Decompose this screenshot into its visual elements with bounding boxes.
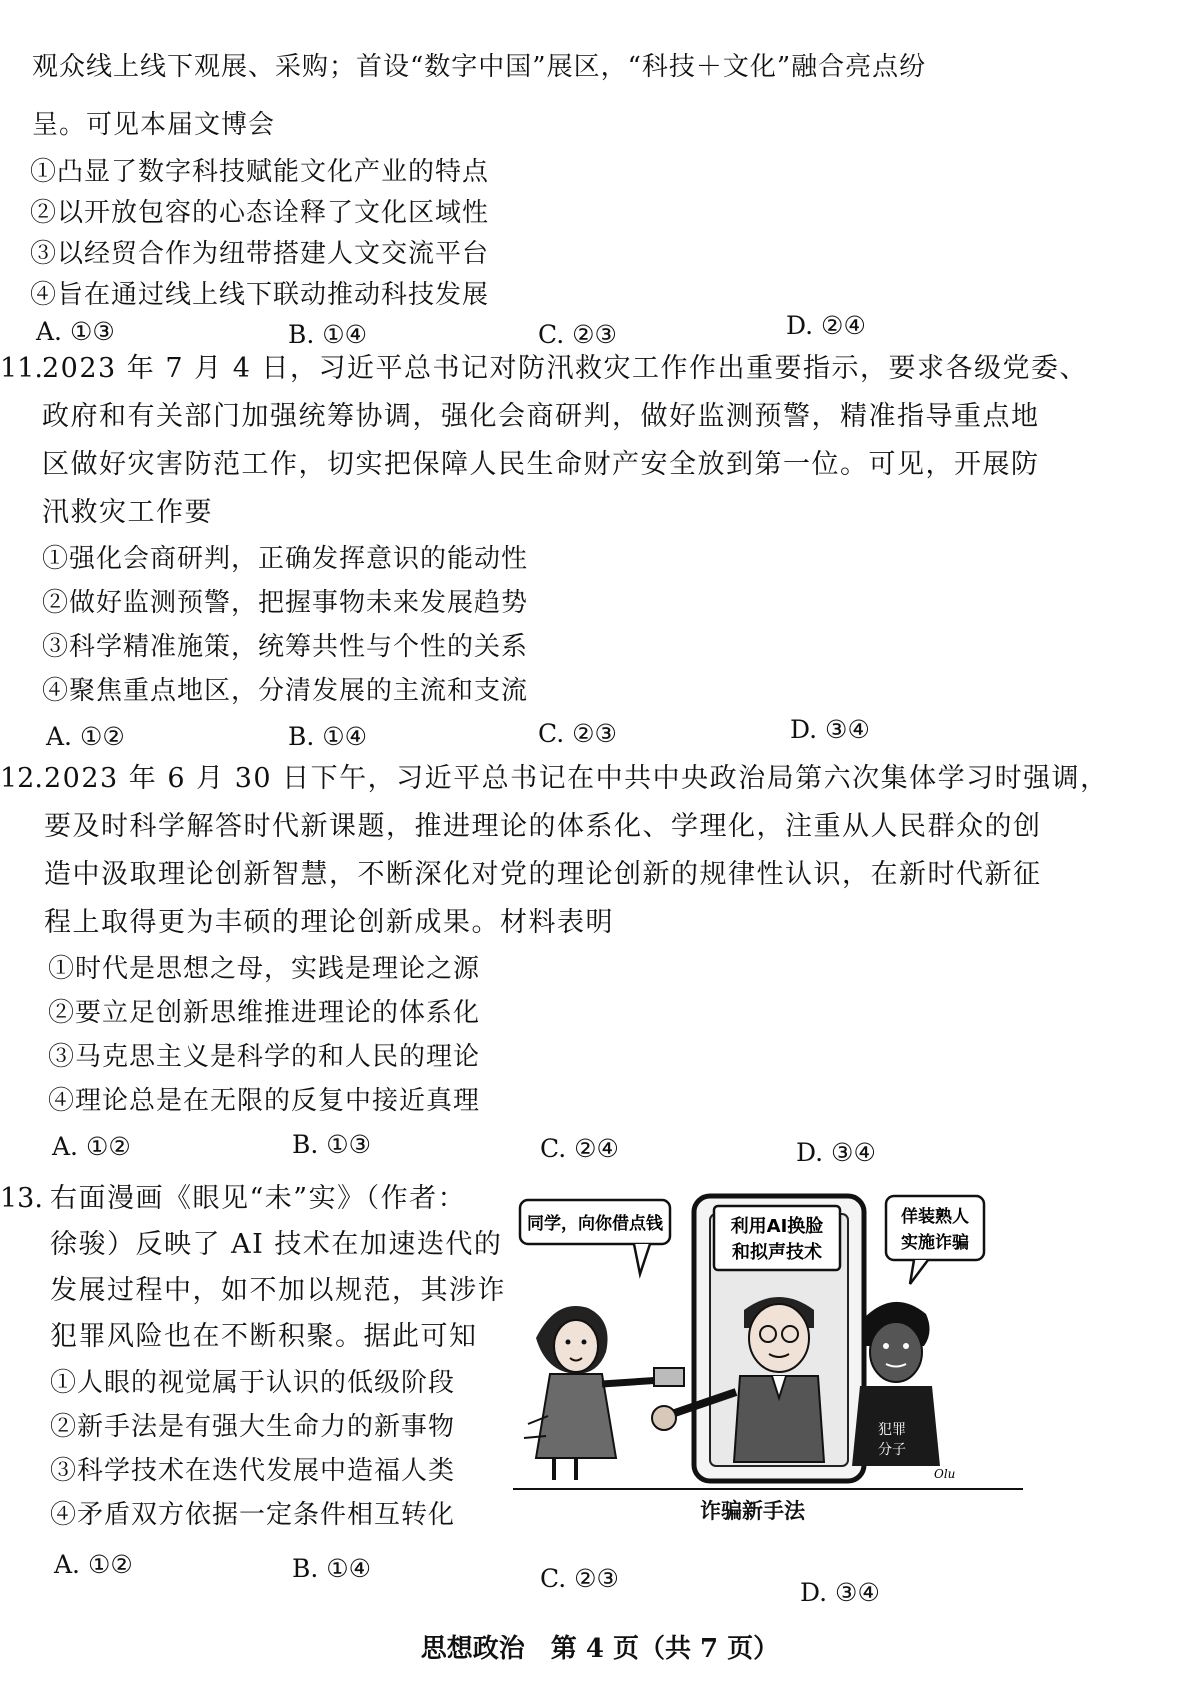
bubble-right-text-line: 佯装熟人 [901, 1207, 969, 1227]
woman-figure [524, 1306, 684, 1480]
q11-option: ②做好监测预警，把握事物未来发展趋势 [42, 588, 529, 618]
q10-option: ④旨在通过线上线下联动推动科技发展 [30, 280, 490, 310]
q13-stem-line: 右面漫画《眼见“未”实》（作者： [50, 1183, 467, 1214]
q11-option: ③科学精准施策，统筹共性与个性的关系 [42, 632, 529, 662]
q13-choice-a[interactable]: A. ①② [54, 1550, 133, 1579]
q13-option: ②新手法是有强大生命力的新事物 [50, 1412, 456, 1442]
q12-stem-line: 造中汲取理论创新智慧，不断深化对党的理论创新的规律性认识，在新时代新征 [44, 859, 1042, 890]
q10-choice-d[interactable]: D. ②④ [786, 311, 866, 340]
q13-option: ①人眼的视觉属于认识的低级阶段 [50, 1368, 456, 1398]
q10-choice-c[interactable]: C. ②③ [538, 320, 617, 349]
bubble-center-text-line: 和拟声技术 [732, 1242, 822, 1263]
q11-stem-line: 政府和有关部门加强统筹协调，强化会商研判，做好监测预警，精准指导重点地 [42, 401, 1040, 432]
q12-option: ②要立足创新思维推进理论的体系化 [48, 998, 481, 1028]
cartoon-caption: 诈骗新手法 [700, 1499, 805, 1523]
q11-number: 11. [0, 353, 43, 384]
q11-stem-line: 汛救灾工作要 [42, 497, 213, 528]
q10-stem-line: 呈。可见本届文博会 [32, 110, 276, 140]
fraud-cartoon [514, 1188, 1024, 1488]
q13-choice-d[interactable]: D. ③④ [800, 1578, 880, 1607]
q11-choice-a[interactable]: A. ①② [46, 722, 125, 751]
criminal-label-line: 分子 [878, 1442, 906, 1458]
q12-option: ①时代是思想之母，实践是理论之源 [48, 954, 481, 984]
page-footer: 思想政治 第 4 页（共 7 页） [420, 1634, 780, 1664]
cartoon-baseline [513, 1488, 1023, 1490]
q12-choice-d[interactable]: D. ③④ [796, 1138, 876, 1167]
q12-stem-line: 要及时科学解答时代新课题，推进理论的体系化、学理化，注重从人民群众的创 [44, 811, 1042, 842]
q13-option: ③科学技术在迭代发展中造福人类 [50, 1456, 456, 1486]
artist-signature: Olu [934, 1467, 956, 1481]
q13-number: 13. [0, 1183, 43, 1214]
q11-choice-b[interactable]: B. ①④ [288, 722, 368, 751]
q13-stem-line: 发展过程中，如不加以规范，其涉诈 [50, 1275, 506, 1306]
q13-stem-line: 犯罪风险也在不断积聚。据此可知 [50, 1321, 478, 1352]
q10-option: ③以经贸合作为纽带搭建人文交流平台 [30, 239, 490, 269]
q12-option: ③马克思主义是科学的和人民的理论 [48, 1042, 481, 1072]
q13-choice-c[interactable]: C. ②③ [540, 1564, 619, 1593]
speech-bubble-right [886, 1196, 984, 1284]
bubble-center-text-line: 利用AI换脸 [730, 1216, 824, 1237]
q10-option: ②以开放包容的心态诠释了文化区域性 [30, 198, 490, 228]
q11-choice-c[interactable]: C. ②③ [538, 719, 617, 748]
q10-option: ①凸显了数字科技赋能文化产业的特点 [30, 157, 490, 187]
q13-option: ④矛盾双方依据一定条件相互转化 [50, 1500, 456, 1530]
q11-stem-line: 区做好灾害防范工作，切实把保障人民生命财产安全放到第一位。可见，开展防 [42, 449, 1040, 480]
q11-option: ①强化会商研判，正确发挥意识的能动性 [42, 544, 529, 574]
q11-stem-line: 2023 年 7 月 4 日，习近平总书记对防汛救灾工作作出重要指示，要求各级党委、 [42, 353, 1088, 384]
q12-option: ④理论总是在无限的反复中接近真理 [48, 1086, 481, 1116]
q12-stem-line: 2023 年 6 月 30 日下午，习近平总书记在中共中央政治局第六次集体学习时强调， [44, 763, 1109, 794]
speech-bubble-left [520, 1200, 670, 1274]
q12-choice-c[interactable]: C. ②④ [540, 1134, 619, 1163]
speech-bubble-center [714, 1206, 840, 1270]
bubble-left-text: 同学，向你借点钱 [527, 1214, 663, 1234]
q10-choice-b[interactable]: B. ①④ [288, 320, 368, 349]
q13-stem-line: 徐骏）反映了 AI 技术在加速迭代的 [50, 1229, 503, 1260]
criminal-label-line: 犯罪 [878, 1422, 906, 1438]
bubble-right-text-line: 实施诈骗 [901, 1233, 969, 1253]
q10-choice-a[interactable]: A. ①③ [36, 317, 115, 346]
q13-choice-b[interactable]: B. ①④ [292, 1554, 372, 1583]
q12-choice-a[interactable]: A. ①② [52, 1132, 131, 1161]
q11-option: ④聚焦重点地区，分清发展的主流和支流 [42, 676, 529, 706]
q11-choice-d[interactable]: D. ③④ [790, 715, 870, 744]
q10-stem-line: 观众线上线下观展、采购；首设“数字中国”展区，“科技＋文化”融合亮点纷 [32, 52, 927, 82]
q12-choice-b[interactable]: B. ①③ [292, 1130, 372, 1159]
q12-number: 12. [0, 763, 43, 794]
q12-stem-line: 程上取得更为丰硕的理论创新成果。材料表明 [44, 907, 614, 938]
